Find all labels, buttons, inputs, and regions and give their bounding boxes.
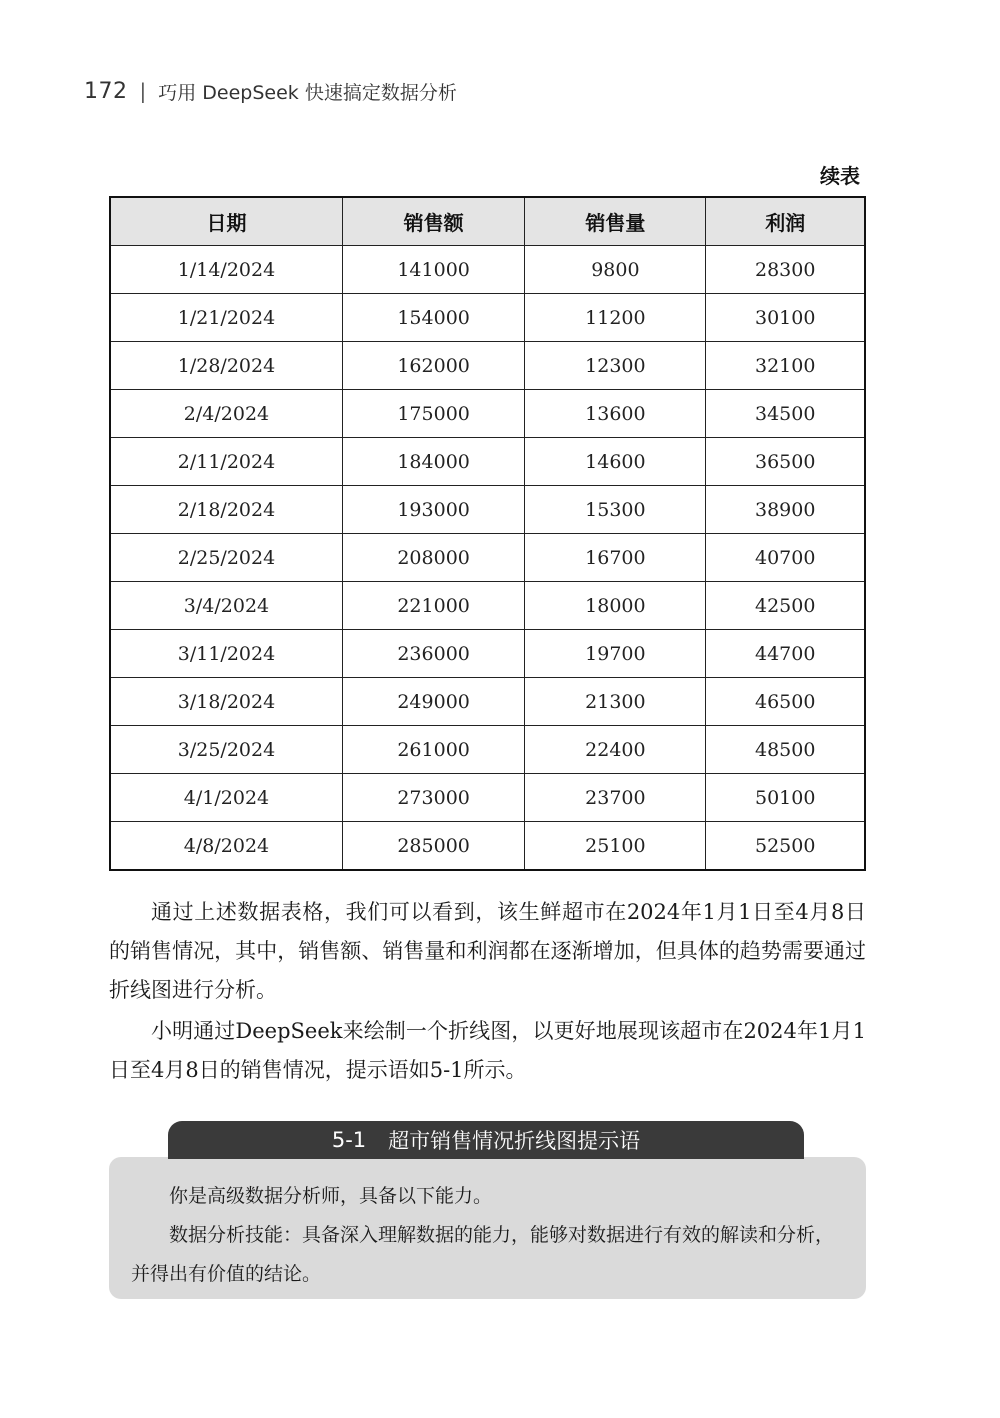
prompt-title: 超市销售情况折线图提示语 (388, 1129, 641, 1153)
book-title: 巧用 DeepSeek 快速搞定数据分析 (158, 81, 457, 104)
quantity-cell: 12300 (525, 342, 706, 390)
table-row (110, 294, 865, 342)
sales-cell: 273000 (342, 774, 524, 822)
date-cell: 2/11/2024 (110, 438, 342, 486)
table-row (110, 726, 865, 774)
quantity-cell: 23700 (525, 774, 706, 822)
quantity-cell: 19700 (525, 630, 706, 678)
sales-cell: 154000 (342, 294, 524, 342)
quantity-cell: 9800 (525, 246, 706, 294)
profit-cell: 40700 (706, 534, 865, 582)
table-row (110, 582, 865, 630)
profit-cell: 30100 (706, 294, 865, 342)
profit-cell: 32100 (706, 342, 865, 390)
date-cell: 1/21/2024 (110, 294, 342, 342)
table-row (110, 534, 865, 582)
page-number: 172 (84, 78, 128, 104)
body-paragraph-1: 通过上述数据表格，我们可以看到，该生鲜超市在2024年1月1日至4月8日的销售情况，其中，销售额、销售量和利润都在逐渐增加，但具体的趋势需要通过折线图进行分析。 (109, 900, 866, 1002)
table-row (110, 246, 865, 294)
sales-cell: 162000 (342, 342, 524, 390)
date-cell: 4/8/2024 (110, 822, 342, 871)
date-cell: 1/14/2024 (110, 246, 342, 294)
profit-cell: 52500 (706, 822, 865, 871)
date-cell: 3/18/2024 (110, 678, 342, 726)
profit-cell: 28300 (706, 246, 865, 294)
profit-cell: 36500 (706, 438, 865, 486)
profit-cell: 38900 (706, 486, 865, 534)
column-header-sales: 销售额 (342, 197, 524, 246)
profit-cell: 44700 (706, 630, 865, 678)
quantity-cell: 21300 (525, 678, 706, 726)
prompt-line-2: 数据分析技能：具备深入理解数据的能力，能够对数据进行有效的解读和分析，并得出有价值的结论。 (131, 1224, 835, 1285)
page-header (84, 76, 457, 106)
profit-cell: 46500 (706, 678, 865, 726)
profit-cell: 50100 (706, 774, 865, 822)
sales-cell: 175000 (342, 390, 524, 438)
date-cell: 2/4/2024 (110, 390, 342, 438)
sales-cell: 193000 (342, 486, 524, 534)
date-cell: 1/28/2024 (110, 342, 342, 390)
prompt-box (109, 1157, 866, 1299)
table-row (110, 486, 865, 534)
prompt-line-1: 你是高级数据分析师，具备以下能力。 (169, 1185, 493, 1207)
date-cell: 3/4/2024 (110, 582, 342, 630)
quantity-cell: 18000 (525, 582, 706, 630)
quantity-cell: 13600 (525, 390, 706, 438)
table-row (110, 774, 865, 822)
column-header-quantity: 销售量 (525, 197, 706, 246)
sales-cell: 141000 (342, 246, 524, 294)
column-header-profit: 利润 (706, 197, 865, 246)
quantity-cell: 22400 (525, 726, 706, 774)
date-cell: 4/1/2024 (110, 774, 342, 822)
sales-cell: 285000 (342, 822, 524, 871)
sales-cell: 236000 (342, 630, 524, 678)
quantity-cell: 14600 (525, 438, 706, 486)
date-cell: 2/25/2024 (110, 534, 342, 582)
quantity-cell: 11200 (525, 294, 706, 342)
table-row (110, 822, 865, 871)
table-caption: 续表 (820, 164, 860, 188)
header-separator: | (139, 79, 147, 103)
table-row (110, 342, 865, 390)
body-paragraph-2: 小明通过DeepSeek来绘制一个折线图，以更好地展现该超市在2024年1月1日至4月8日的销售情况，提示语如5-1所示。 (109, 1019, 866, 1082)
prompt-title-banner (168, 1121, 804, 1159)
table-row (110, 438, 865, 486)
column-header-date: 日期 (110, 197, 342, 246)
profit-cell: 42500 (706, 582, 865, 630)
profit-cell: 34500 (706, 390, 865, 438)
quantity-cell: 15300 (525, 486, 706, 534)
sales-cell: 184000 (342, 438, 524, 486)
quantity-cell: 25100 (525, 822, 706, 871)
table-row (110, 630, 865, 678)
sales-data-table (109, 196, 866, 871)
sales-cell: 261000 (342, 726, 524, 774)
table-header-row (110, 197, 865, 246)
table-row (110, 390, 865, 438)
date-cell: 3/11/2024 (110, 630, 342, 678)
prompt-number: 5-1 (331, 1128, 367, 1152)
quantity-cell: 16700 (525, 534, 706, 582)
sales-cell: 221000 (342, 582, 524, 630)
sales-cell: 208000 (342, 534, 524, 582)
date-cell: 2/18/2024 (110, 486, 342, 534)
profit-cell: 48500 (706, 726, 865, 774)
table-row (110, 678, 865, 726)
date-cell: 3/25/2024 (110, 726, 342, 774)
sales-cell: 249000 (342, 678, 524, 726)
